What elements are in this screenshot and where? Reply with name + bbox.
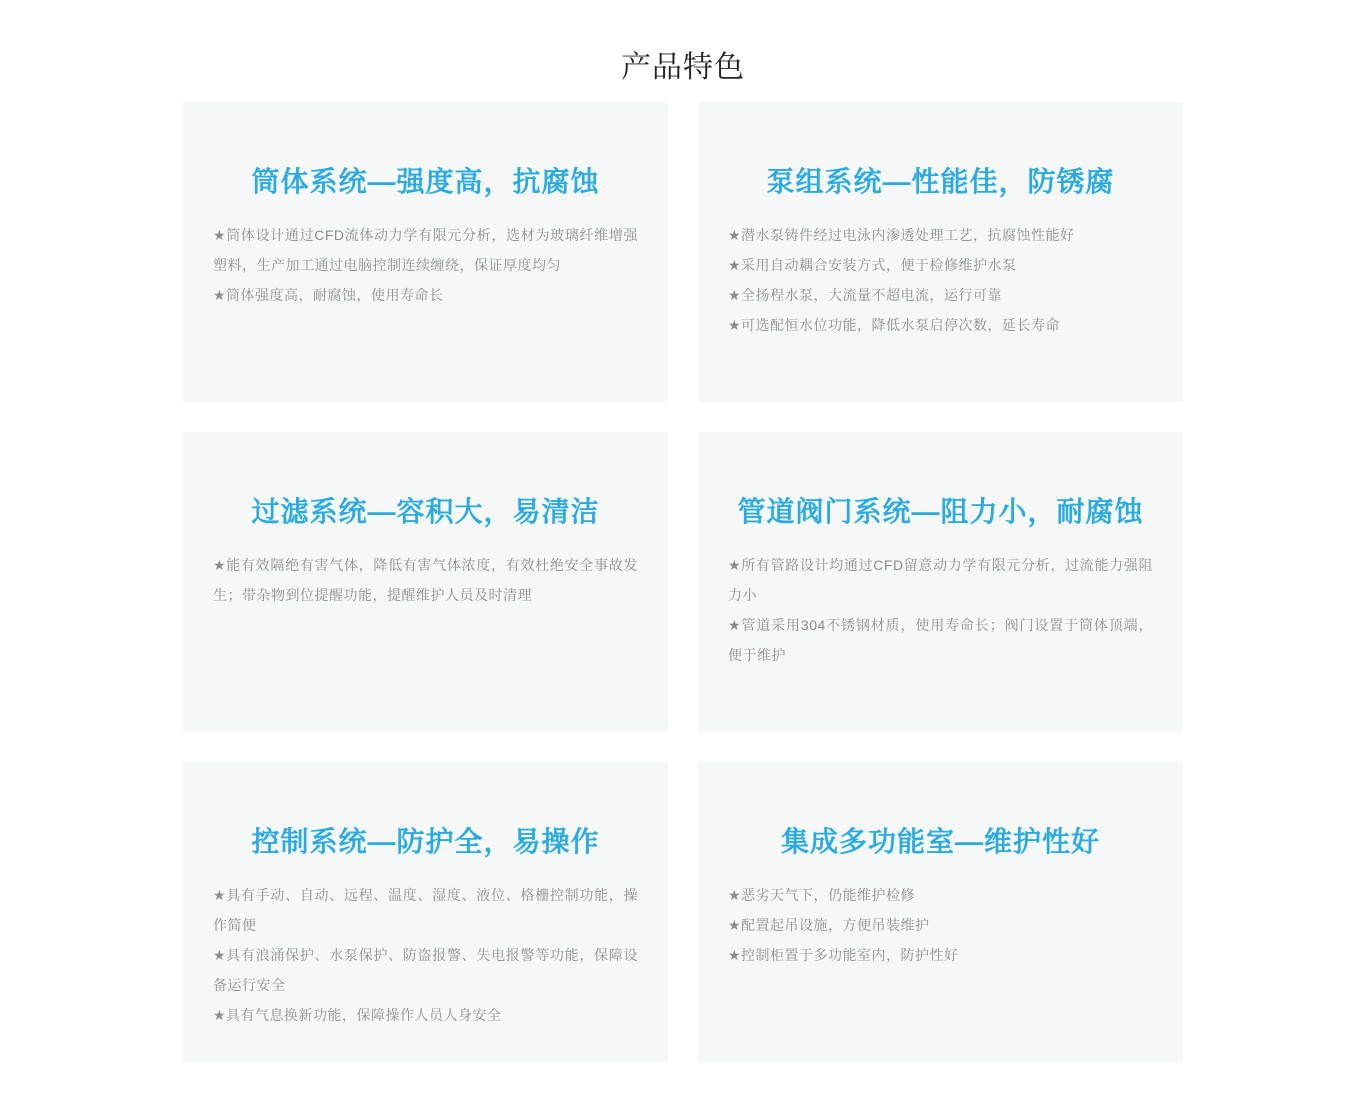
feature-card-body: [213, 880, 638, 1030]
feature-card-pipe-valve-system: [698, 432, 1183, 732]
feature-card-title: 控制系统—防护全，易操作: [251, 826, 600, 857]
feature-card-cylinder-system: [183, 102, 668, 402]
feature-card-title: 管道阀门系统—阻力小，耐腐蚀: [737, 496, 1144, 527]
feature-card-body: [728, 550, 1153, 670]
feature-point: ★控制柜置于多功能室内，防护性好: [728, 947, 959, 963]
feature-card-title: 筒体系统—强度高，抗腐蚀: [251, 166, 600, 197]
feature-grid: [183, 102, 1183, 1062]
feature-point: ★具有手动、自动、远程、温度、湿度、液位、格栅控制功能，操作简便: [213, 887, 638, 933]
feature-card-multifunction-room: [698, 762, 1183, 1062]
feature-point: ★采用自动耦合安装方式，便于检修维护水泵: [728, 257, 1017, 273]
feature-point: ★恶劣天气下，仍能维护检修: [728, 887, 916, 903]
feature-card-body: [728, 220, 1153, 340]
feature-point: ★管道采用304不锈钢材质，使用寿命长；阀门设置于筒体顶端，便于维护: [728, 617, 1153, 663]
feature-card-title: 集成多功能室—维护性好: [780, 826, 1100, 857]
feature-point: ★全扬程水泵，大流量不超电流，运行可靠: [728, 287, 1003, 303]
feature-card-body: [213, 550, 638, 610]
feature-point: ★筒体强度高，耐腐蚀，使用寿命长: [213, 287, 444, 303]
feature-card-filter-system: [183, 432, 668, 732]
feature-card-body: [728, 880, 1153, 970]
feature-card-pump-system: [698, 102, 1183, 402]
feature-point: ★可选配恒水位功能，降低水泵启停次数，延长寿命: [728, 317, 1061, 333]
feature-point: ★具有浪涌保护、水泵保护、防盗报警、失电报警等功能，保障设备运行安全: [213, 947, 638, 993]
feature-point: ★具有气息换新功能，保障操作人员人身安全: [213, 1007, 502, 1023]
feature-point: ★所有管路设计均通过CFD留意动力学有限元分析，过流能力强阻力小: [728, 557, 1153, 603]
feature-card-control-system: [183, 762, 668, 1062]
feature-point: ★潜水泵铸件经过电泳内渗透处理工艺，抗腐蚀性能好: [728, 227, 1075, 243]
feature-point: ★筒体设计通过CFD流体动力学有限元分析，选材为玻璃纤维增强塑料，生产加工通过电脑控制连续缠绕，保证厚度均匀: [213, 227, 638, 273]
feature-card-title: 过滤系统—容积大，易清洁: [251, 496, 600, 527]
page-title: 产品特色: [621, 51, 745, 84]
feature-point: ★配置起吊设施，方便吊装维护: [728, 917, 930, 933]
feature-card-title: 泵组系统—性能佳，防锈腐: [766, 166, 1115, 197]
feature-card-body: [213, 220, 638, 310]
feature-point: ★能有效隔绝有害气体，降低有害气体浓度，有效杜绝安全事故发生；带杂物到位提醒功能，提醒维护人员及时清理: [213, 557, 638, 603]
